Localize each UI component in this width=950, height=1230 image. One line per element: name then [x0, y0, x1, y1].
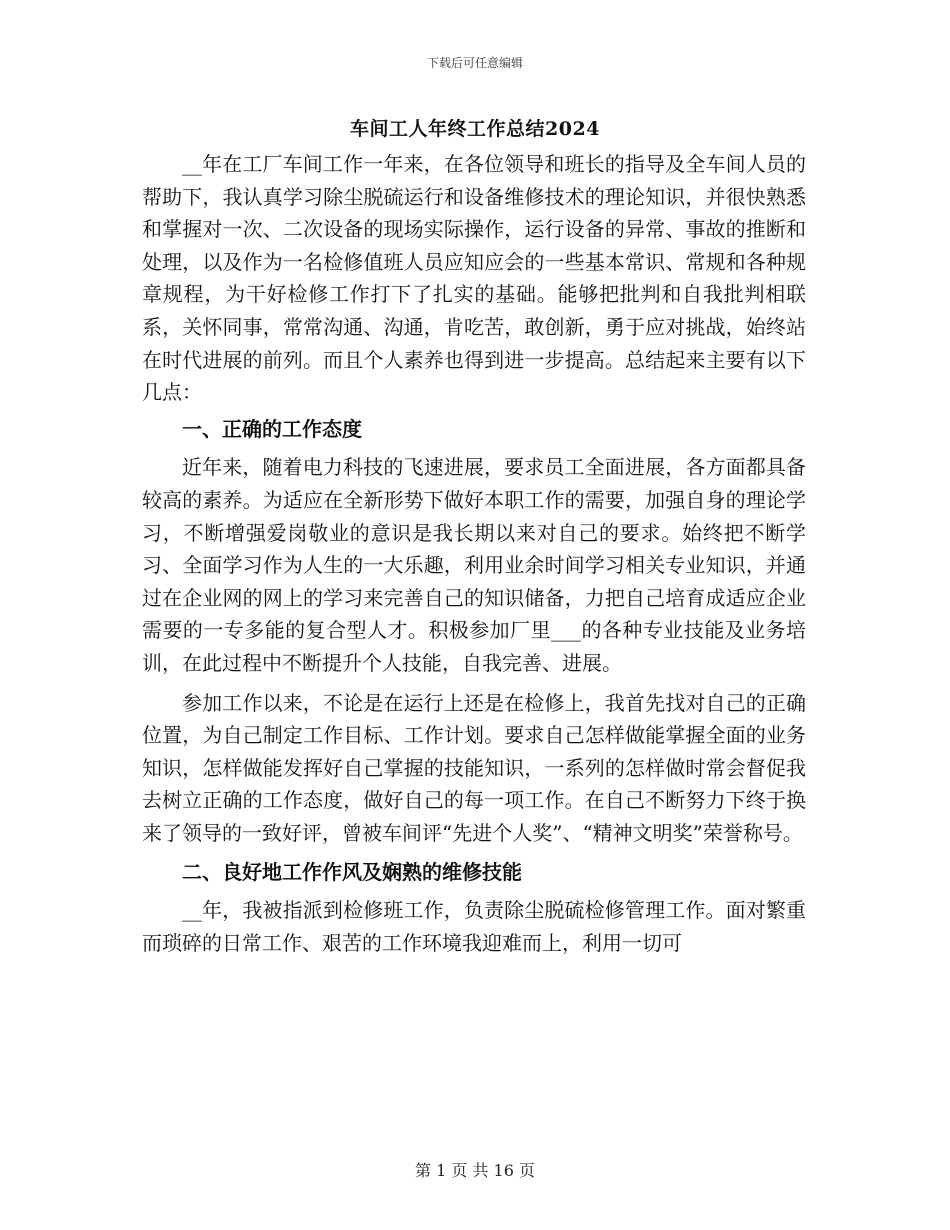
page-number-footer: 第 1 页 共 16 页 [415, 1161, 535, 1180]
section-1-paragraph-1: 近年来，随着电力科技的飞速进展，要求员工全面进展，各方面都具备较高的素养。为适应在全新形势下做好本职工作的需要，加强自身的理论学习，不断增强爱岗敬业的意识是我长期以来对自己的要求。始终把不断学习、全面学习作为人生的一大乐趣，利用业余时间学习相关专业知识，并通过在企业网的网上的学习来完善自己的知识储备，力把自己培育成适应企业需要的一专多能的复合型人才。积极参加厂里___的各种专业技能及业务培训，在此过程中不断提升个人技能，自我完善、进展。 [142, 455, 806, 675]
section-2-paragraph-1: __年，我被指派到检修班工作，负责除尘脱硫检修管理工作。面对繁重而琐碎的日常工作、艰苦的工作环境我迎难而上，利用一切可 [142, 898, 806, 955]
section-1-heading: 一、正确的工作态度 [182, 416, 362, 441]
document-body [142, 148, 806, 959]
intro-paragraph: __年在工厂车间工作一年来，在各位领导和班长的指导及全车间人员的帮助下，我认真学习除尘脱硫运行和设备维修技术的理论知识，并很快熟悉和掌握对一次、二次设备的现场实际操作，运行设备的异常、事故的推断和处理，以及作为一名检修值班人员应知应会的一些基本常识、常规和各种规章规程，为干好检修工作打下了扎实的基础。能够把批判和自我批判相联系，关怀同事，常常沟通、沟通，肯吃苦，敢创新，勇于应对挑战，始终站在时代进展的前列。而且个人素养也得到进一步提高。总结起来主要有以下几点： [142, 152, 806, 405]
section-2-heading: 二、良好地工作作风及娴熟的维修技能 [182, 860, 522, 885]
header-note: 下载后可任意编辑 [426, 56, 523, 70]
document-title: 车间工人年终工作总结2024 [350, 118, 600, 140]
section-1-paragraph-2: 参加工作以来，不论是在运行上还是在检修上，我首先找对自己的正确位置，为自己制定工作目标、工作计划。要求自己怎样做能掌握全面的业务知识，怎样做能发挥好自己掌握的技能知识，一系列的怎样做时常会督促我去树立正确的工作态度，做好自己的每一项工作。在自己不断努力下终于换来了领导的一致好评，曾被车间评“先进个人奖”、“精神文明奖”荣誉称号。 [142, 690, 806, 845]
